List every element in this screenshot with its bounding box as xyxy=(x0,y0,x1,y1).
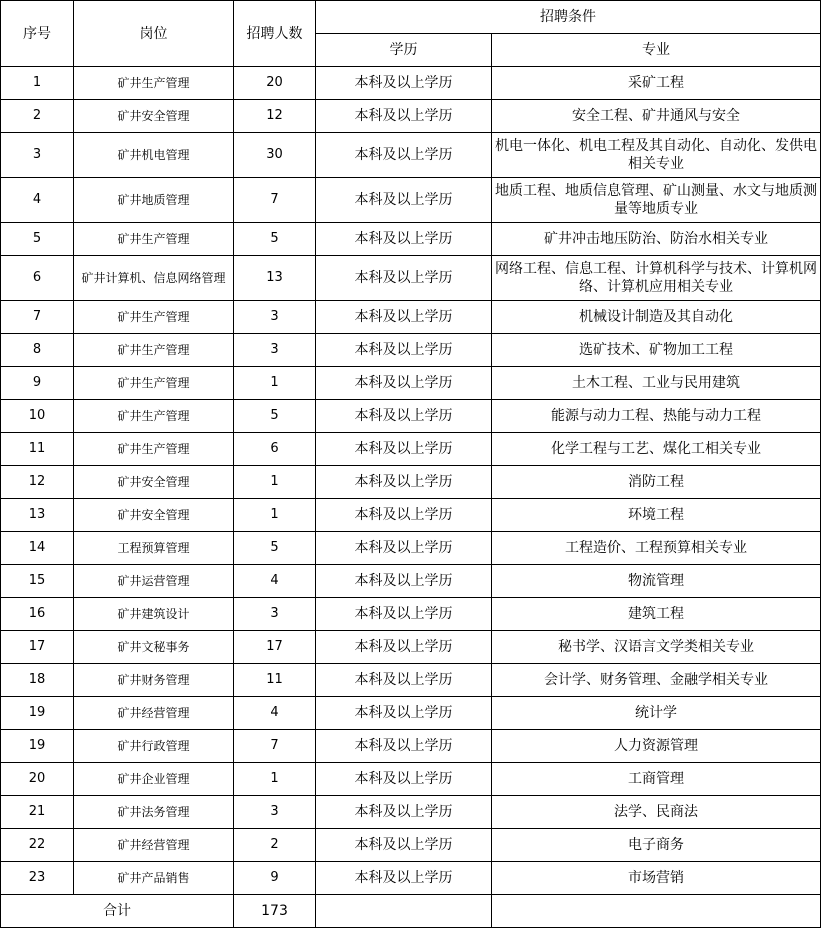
row-major: 采矿工程 xyxy=(492,67,821,100)
total-label: 合计 xyxy=(1,895,234,928)
row-index: 5 xyxy=(1,223,74,256)
row-major: 秘书学、汉语言文学类相关专业 xyxy=(492,631,821,664)
row-education: 本科及以上学历 xyxy=(316,796,492,829)
row-position: 矿井产品销售 xyxy=(74,862,234,895)
row-major: 建筑工程 xyxy=(492,598,821,631)
table-row xyxy=(1,256,821,301)
row-index: 8 xyxy=(1,334,74,367)
row-index: 4 xyxy=(1,178,74,223)
row-major: 物流管理 xyxy=(492,565,821,598)
table-row xyxy=(1,100,821,133)
row-index: 12 xyxy=(1,466,74,499)
row-position: 工程预算管理 xyxy=(74,532,234,565)
row-index: 21 xyxy=(1,796,74,829)
table-row xyxy=(1,433,821,466)
row-count: 1 xyxy=(234,466,316,499)
table-row xyxy=(1,598,821,631)
row-index: 14 xyxy=(1,532,74,565)
row-count: 17 xyxy=(234,631,316,664)
table-row xyxy=(1,400,821,433)
table-body xyxy=(1,67,821,895)
row-major: 矿井冲击地压防治、防治水相关专业 xyxy=(492,223,821,256)
header-position: 岗位 xyxy=(74,1,234,67)
table-row xyxy=(1,67,821,100)
row-education: 本科及以上学历 xyxy=(316,763,492,796)
row-index: 20 xyxy=(1,763,74,796)
row-position: 矿井建筑设计 xyxy=(74,598,234,631)
row-index: 18 xyxy=(1,664,74,697)
row-education: 本科及以上学历 xyxy=(316,466,492,499)
row-count: 5 xyxy=(234,400,316,433)
row-position: 矿井运营管理 xyxy=(74,565,234,598)
header-major: 专业 xyxy=(492,34,821,67)
table-row xyxy=(1,697,821,730)
total-count: 173 xyxy=(234,895,316,928)
row-count: 2 xyxy=(234,829,316,862)
row-major: 法学、民商法 xyxy=(492,796,821,829)
row-major: 统计学 xyxy=(492,697,821,730)
row-position: 矿井地质管理 xyxy=(74,178,234,223)
table-row xyxy=(1,664,821,697)
row-position: 矿井安全管理 xyxy=(74,499,234,532)
row-position: 矿井财务管理 xyxy=(74,664,234,697)
row-index: 23 xyxy=(1,862,74,895)
row-count: 13 xyxy=(234,256,316,301)
row-count: 1 xyxy=(234,367,316,400)
row-education: 本科及以上学历 xyxy=(316,664,492,697)
row-position: 矿井生产管理 xyxy=(74,400,234,433)
row-position: 矿井法务管理 xyxy=(74,796,234,829)
row-education: 本科及以上学历 xyxy=(316,400,492,433)
row-index: 2 xyxy=(1,100,74,133)
row-education: 本科及以上学历 xyxy=(316,256,492,301)
table-row xyxy=(1,565,821,598)
row-count: 11 xyxy=(234,664,316,697)
row-major: 能源与动力工程、热能与动力工程 xyxy=(492,400,821,433)
row-position: 矿井生产管理 xyxy=(74,67,234,100)
row-count: 3 xyxy=(234,598,316,631)
row-index: 19 xyxy=(1,730,74,763)
table-row xyxy=(1,730,821,763)
row-index: 13 xyxy=(1,499,74,532)
row-education: 本科及以上学历 xyxy=(316,178,492,223)
table-row xyxy=(1,796,821,829)
row-index: 19 xyxy=(1,697,74,730)
table-row xyxy=(1,223,821,256)
row-education: 本科及以上学历 xyxy=(316,301,492,334)
table-row xyxy=(1,367,821,400)
row-position: 矿井经营管理 xyxy=(74,697,234,730)
row-education: 本科及以上学历 xyxy=(316,565,492,598)
table-row xyxy=(1,301,821,334)
row-position: 矿井计算机、信息网络管理 xyxy=(74,256,234,301)
row-major: 电子商务 xyxy=(492,829,821,862)
row-count: 1 xyxy=(234,499,316,532)
row-major: 地质工程、地质信息管理、矿山测量、水文与地质测量等地质专业 xyxy=(492,178,821,223)
total-empty-education xyxy=(316,895,492,928)
row-count: 5 xyxy=(234,223,316,256)
row-position: 矿井经营管理 xyxy=(74,829,234,862)
total-empty-major xyxy=(492,895,821,928)
row-index: 16 xyxy=(1,598,74,631)
row-major: 环境工程 xyxy=(492,499,821,532)
table-row xyxy=(1,631,821,664)
table-row xyxy=(1,829,821,862)
row-education: 本科及以上学历 xyxy=(316,67,492,100)
row-count: 6 xyxy=(234,433,316,466)
row-count: 7 xyxy=(234,178,316,223)
row-index: 22 xyxy=(1,829,74,862)
header-row-top xyxy=(1,1,821,34)
row-position: 矿井安全管理 xyxy=(74,466,234,499)
row-major: 机械设计制造及其自动化 xyxy=(492,301,821,334)
row-education: 本科及以上学历 xyxy=(316,829,492,862)
row-major: 机电一体化、机电工程及其自动化、自动化、发供电相关专业 xyxy=(492,133,821,178)
row-position: 矿井生产管理 xyxy=(74,433,234,466)
row-major: 消防工程 xyxy=(492,466,821,499)
row-education: 本科及以上学历 xyxy=(316,223,492,256)
row-major: 化学工程与工艺、煤化工相关专业 xyxy=(492,433,821,466)
row-count: 3 xyxy=(234,796,316,829)
table-row xyxy=(1,178,821,223)
row-position: 矿井生产管理 xyxy=(74,301,234,334)
table-row xyxy=(1,499,821,532)
row-position: 矿井企业管理 xyxy=(74,763,234,796)
header-education: 学历 xyxy=(316,34,492,67)
row-education: 本科及以上学历 xyxy=(316,367,492,400)
row-education: 本科及以上学历 xyxy=(316,532,492,565)
row-education: 本科及以上学历 xyxy=(316,499,492,532)
table-row xyxy=(1,334,821,367)
row-major: 土木工程、工业与民用建筑 xyxy=(492,367,821,400)
table-row xyxy=(1,532,821,565)
row-position: 矿井生产管理 xyxy=(74,334,234,367)
row-index: 15 xyxy=(1,565,74,598)
row-count: 20 xyxy=(234,67,316,100)
row-count: 12 xyxy=(234,100,316,133)
row-education: 本科及以上学历 xyxy=(316,100,492,133)
row-education: 本科及以上学历 xyxy=(316,697,492,730)
row-major: 安全工程、矿井通风与安全 xyxy=(492,100,821,133)
row-education: 本科及以上学历 xyxy=(316,862,492,895)
row-index: 17 xyxy=(1,631,74,664)
header-index: 序号 xyxy=(1,1,74,67)
row-count: 9 xyxy=(234,862,316,895)
row-count: 1 xyxy=(234,763,316,796)
row-education: 本科及以上学历 xyxy=(316,334,492,367)
row-major: 选矿技术、矿物加工工程 xyxy=(492,334,821,367)
row-position: 矿井文秘事务 xyxy=(74,631,234,664)
row-index: 3 xyxy=(1,133,74,178)
row-index: 9 xyxy=(1,367,74,400)
row-position: 矿井安全管理 xyxy=(74,100,234,133)
row-position: 矿井生产管理 xyxy=(74,223,234,256)
table-row xyxy=(1,133,821,178)
table-row xyxy=(1,466,821,499)
row-count: 4 xyxy=(234,565,316,598)
table-row xyxy=(1,862,821,895)
row-major: 网络工程、信息工程、计算机科学与技术、计算机网络、计算机应用相关专业 xyxy=(492,256,821,301)
row-count: 30 xyxy=(234,133,316,178)
row-index: 1 xyxy=(1,67,74,100)
row-count: 7 xyxy=(234,730,316,763)
row-index: 7 xyxy=(1,301,74,334)
total-row xyxy=(1,895,821,928)
row-index: 10 xyxy=(1,400,74,433)
row-index: 6 xyxy=(1,256,74,301)
row-count: 5 xyxy=(234,532,316,565)
table-row xyxy=(1,763,821,796)
row-major: 人力资源管理 xyxy=(492,730,821,763)
row-major: 工程造价、工程预算相关专业 xyxy=(492,532,821,565)
row-education: 本科及以上学历 xyxy=(316,433,492,466)
row-position: 矿井行政管理 xyxy=(74,730,234,763)
row-major: 会计学、财务管理、金融学相关专业 xyxy=(492,664,821,697)
row-count: 4 xyxy=(234,697,316,730)
row-major: 工商管理 xyxy=(492,763,821,796)
row-position: 矿井机电管理 xyxy=(74,133,234,178)
header-conditions: 招聘条件 xyxy=(316,1,821,34)
row-education: 本科及以上学历 xyxy=(316,598,492,631)
header-count: 招聘人数 xyxy=(234,1,316,67)
row-count: 3 xyxy=(234,334,316,367)
row-education: 本科及以上学历 xyxy=(316,133,492,178)
row-index: 11 xyxy=(1,433,74,466)
row-education: 本科及以上学历 xyxy=(316,730,492,763)
row-major: 市场营销 xyxy=(492,862,821,895)
row-education: 本科及以上学历 xyxy=(316,631,492,664)
row-count: 3 xyxy=(234,301,316,334)
row-position: 矿井生产管理 xyxy=(74,367,234,400)
